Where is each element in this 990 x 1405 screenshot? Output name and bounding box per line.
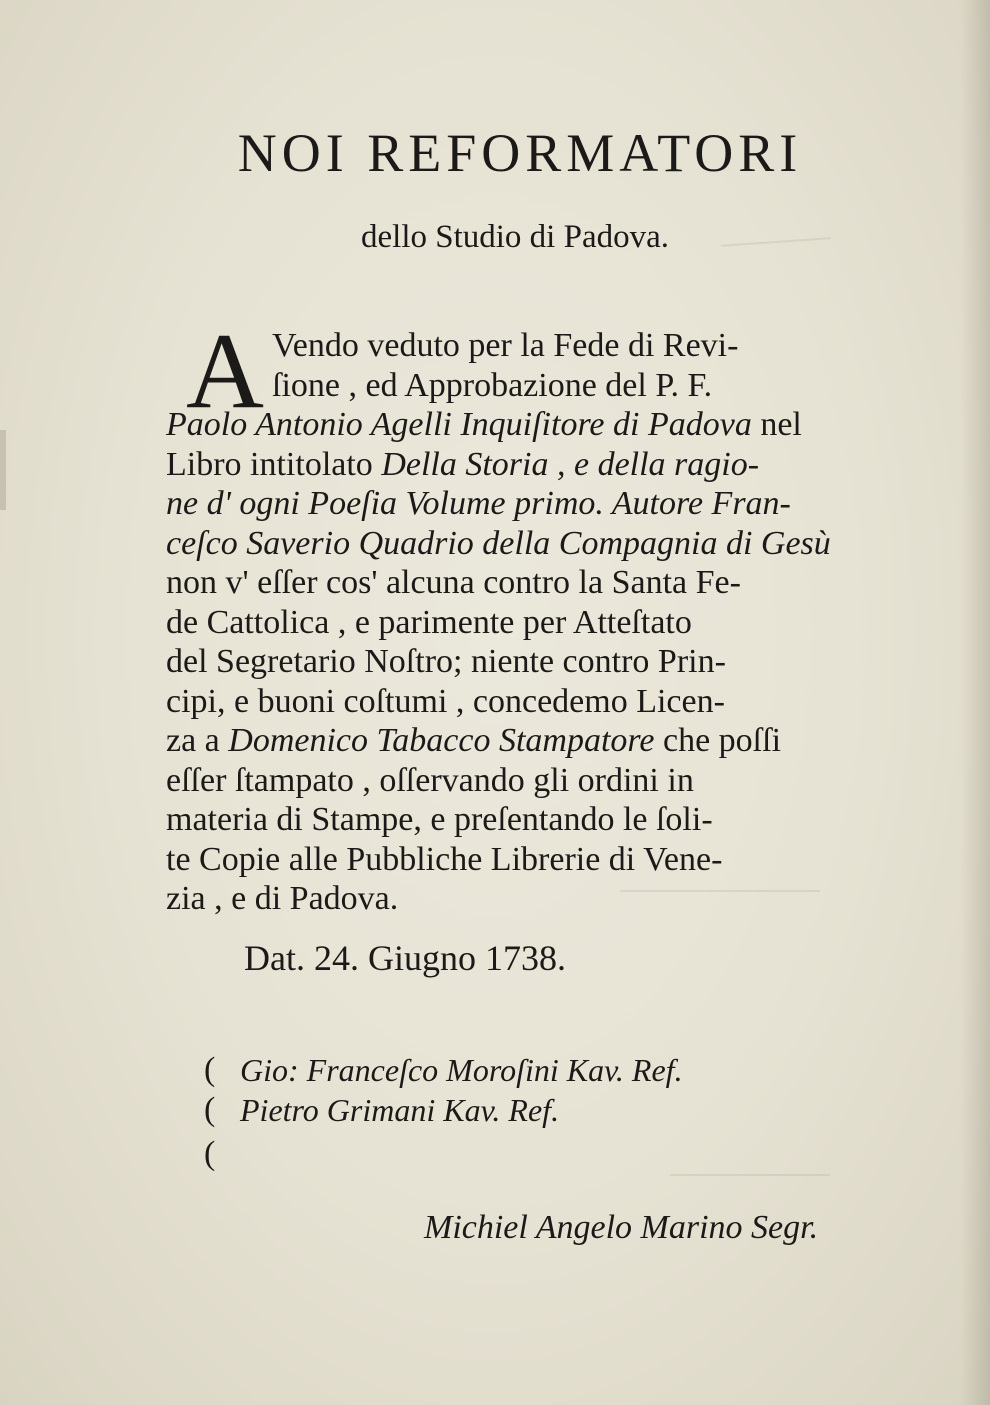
body-line: [166, 721, 868, 761]
roman-segment: non v' eſſer cos' alcuna contro la Santa Fe-: [166, 564, 741, 601]
signature-bracket: (: [204, 1135, 216, 1172]
roman-segment: za a: [166, 722, 229, 759]
roman-segment: Vendo veduto per la Fede di Revi-: [272, 327, 739, 364]
body-line: [166, 405, 868, 445]
page-edge-shadow: [960, 0, 990, 1405]
roman-segment: zia , e di Padova.: [166, 880, 399, 917]
signatory-grimani: Pietro Grimani Kav. Ref.: [240, 1092, 560, 1128]
signature-bracket: (: [204, 1051, 216, 1088]
italic-segment: ne d' ogni Poeſia Volume primo. Autore Fran-: [166, 485, 791, 522]
body-line: [166, 563, 868, 603]
italic-segment: Domenico Tabacco Stampatore: [228, 722, 655, 759]
body-line: [272, 326, 868, 366]
body-line: [166, 603, 868, 643]
roman-segment: eſſer ſtampato , oſſervando gli ordini in: [166, 761, 694, 799]
document-date: Dat. 24. Giugno 1738.: [244, 938, 566, 978]
body-line: [166, 682, 868, 722]
document-title: NOI REFORMATORI: [237, 123, 803, 183]
roman-segment: Libro intitolato: [166, 445, 382, 483]
body-line: [166, 445, 868, 485]
bleed-through-ghost-3: [670, 1150, 830, 1176]
page-stain: [0, 430, 6, 510]
body-line: [166, 761, 868, 801]
body-line: [272, 366, 868, 406]
roman-segment: del Segretario Noſtro; niente contro Prin-: [166, 643, 726, 680]
italic-segment: ceſco Saverio Quadrio della Compagnia di Gesù: [166, 524, 831, 562]
roman-segment: nel: [751, 406, 802, 443]
body-line: [166, 879, 868, 919]
roman-segment: materia di Stampe, e preſentando le ſoli-: [166, 801, 713, 838]
roman-segment: ſione , ed Approbazione del P. F.: [272, 366, 713, 404]
italic-segment: Paolo Antonio Agelli Inquiſitore di Padova: [166, 406, 752, 443]
drop-cap: A: [186, 312, 264, 431]
italic-segment: Della Storia , e della ragio-: [381, 445, 760, 483]
document-subtitle: dello Studio di Padova.: [361, 219, 669, 255]
body-line: [166, 484, 868, 524]
body-line: [166, 800, 868, 840]
body-line: [166, 524, 868, 564]
signatory-morosini: Gio: Franceſco Moroſini Kav. Ref.: [240, 1052, 683, 1088]
roman-segment: de Cattolica , e parimente per Atteſtato: [166, 603, 692, 641]
roman-segment: che poſſi: [654, 722, 782, 759]
signature-bracket: (: [204, 1091, 216, 1128]
secretary-signature: Michiel Angelo Marino Segr.: [424, 1209, 819, 1246]
body-line: [166, 642, 868, 682]
body-line: [166, 840, 868, 880]
roman-segment: cipi, e buoni coſtumi , concedemo Licen-: [166, 682, 725, 720]
roman-segment: te Copie alle Pubbliche Librerie di Vene-: [166, 840, 723, 878]
